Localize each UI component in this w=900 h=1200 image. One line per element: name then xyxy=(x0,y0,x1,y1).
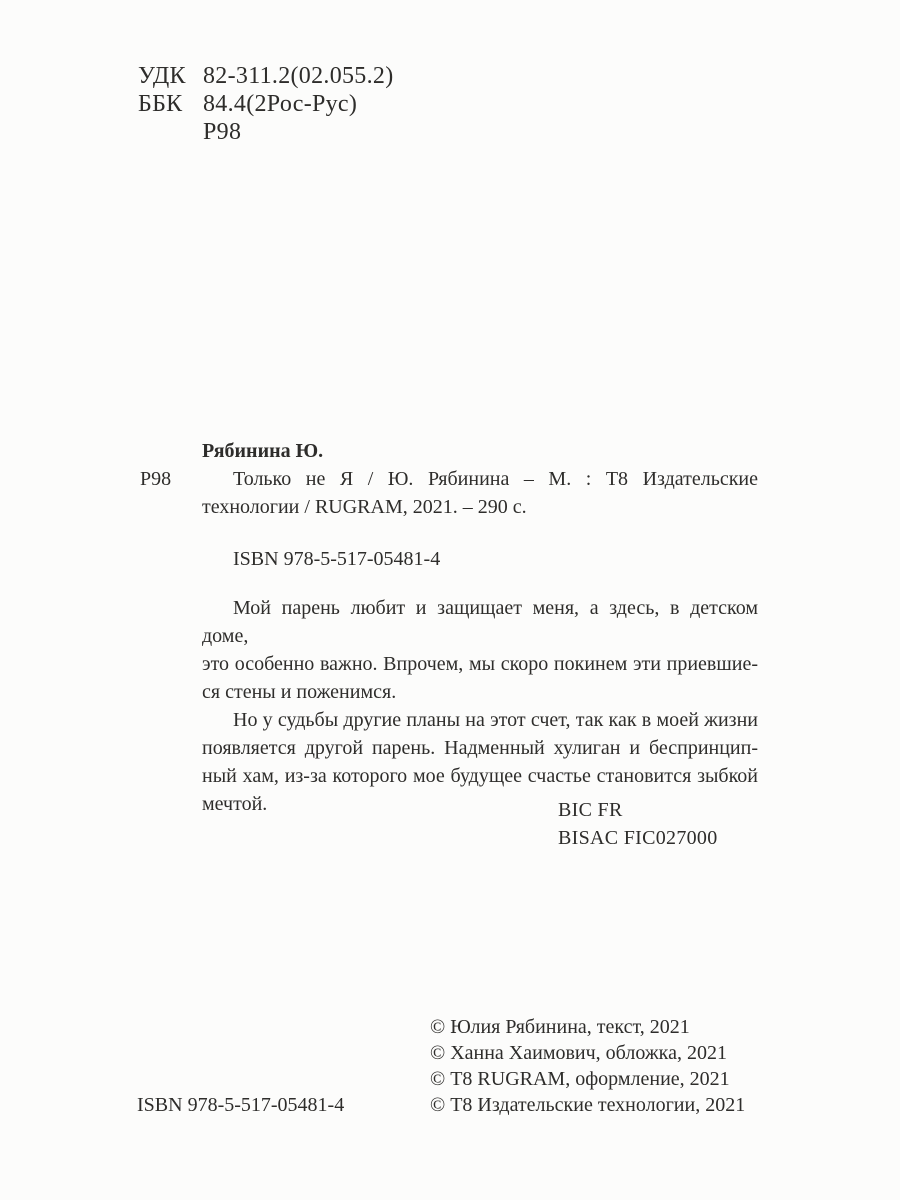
annotation-line: Мой парень любит и защищает меня, а здесь, в детском доме, xyxy=(202,597,758,647)
card-code: Р98 xyxy=(140,468,172,490)
annotation-line: Но у судьбы другие планы на этот счет, так как в моей жизни xyxy=(233,709,758,731)
annotation-line: ный хам, из-за которого мое будущее счастье становится зыбкой xyxy=(202,765,758,787)
card-description xyxy=(202,465,758,521)
bisac-code: BISAC FIC027000 xyxy=(558,827,718,849)
card-line-1: Только не Я / Ю. Рябинина – М. : Т8 Издательские xyxy=(233,468,758,490)
bibliographic-card xyxy=(140,437,758,573)
annotation-line: ся стены и поженимся. xyxy=(202,681,397,703)
card-isbn: ISBN 978-5-517-05481-4 xyxy=(233,548,441,570)
copyright-line-text: © Юлия Рябинина, текст, 2021 xyxy=(430,1016,690,1038)
bic-code: BIC FR xyxy=(558,799,623,821)
annotation-paragraph-1 xyxy=(202,594,758,706)
author-code: Р98 xyxy=(203,119,242,145)
card-author: Рябинина Ю. xyxy=(202,440,324,462)
catalog-codes-block xyxy=(138,62,394,146)
card-line-2: технологии / RUGRAM, 2021. – 290 с. xyxy=(202,496,527,518)
copyright-line-design: © Т8 RUGRAM, оформление, 2021 xyxy=(430,1068,730,1090)
bbk-row xyxy=(138,90,394,118)
udk-label: УДК xyxy=(138,63,186,89)
copyright-line-cover: © Ханна Хаимович, обложка, 2021 xyxy=(430,1042,727,1064)
bbk-label: ББК xyxy=(138,91,183,117)
author-code-row xyxy=(138,118,394,146)
copyright-block xyxy=(430,1014,745,1118)
udk-value: 82-311.2(02.055.2) xyxy=(203,63,394,89)
footer-isbn: ISBN 978-5-517-05481-4 xyxy=(137,1094,345,1116)
annotation-line: мечтой. xyxy=(202,793,268,815)
copyright-line-publisher: © Т8 Издательские технологии, 2021 xyxy=(430,1094,746,1116)
card-entry xyxy=(140,465,758,521)
annotation-line: это особенно важно. Впрочем, мы скоро покинем эти приевшие- xyxy=(202,653,758,675)
annotation-line: появляется другой парень. Надменный хулиган и беспринцип- xyxy=(202,737,758,759)
annotation-block xyxy=(202,594,758,818)
bbk-value: 84.4(2Рос-Рус) xyxy=(203,91,358,117)
udk-row xyxy=(138,62,394,90)
trade-codes-block xyxy=(558,796,718,852)
